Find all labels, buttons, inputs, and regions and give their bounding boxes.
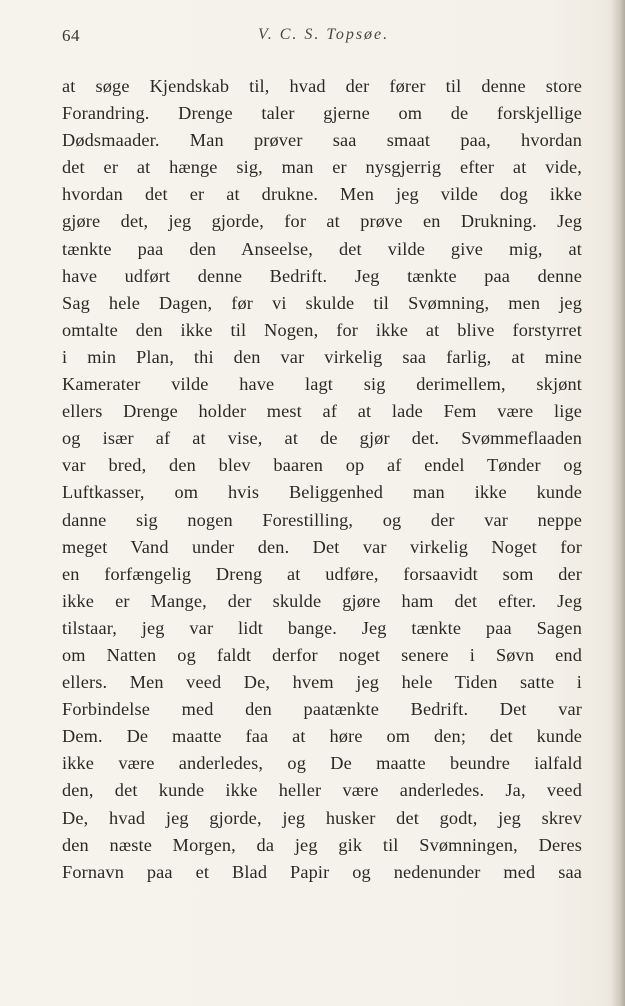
text-line: ikke være anderledes, og De maatte beundre ialfald	[62, 753, 582, 774]
running-head: V. C. S. Topsøe.	[258, 26, 390, 43]
text-line: Fornavn paa et Blad Papir og nedenunder med saa	[62, 861, 582, 882]
text-line: og især af at vise, at de gjør det. Svømmeflaaden	[62, 428, 582, 449]
text-line: meget Vand under den. Det var virkelig Noget for	[62, 536, 582, 557]
text-line: at søge Kjendskab til, hvad der fører til denne store	[62, 76, 582, 96]
text-line: have udført denne Bedrift. Jeg tænkte paa denne	[62, 265, 582, 286]
text-line: tænkte paa den Anseelse, det vilde give mig, at	[62, 238, 582, 259]
text-line: hvordan det er at drukne. Men jeg vilde dog ikke	[62, 184, 582, 205]
text-line: Kamerater vilde have lagt sig derimellem, skjønt	[62, 374, 582, 395]
text-line: Luftkasser, om hvis Beliggenhed man ikke kunde	[62, 482, 582, 503]
text-line: det er at hænge sig, man er nysgjerrig efter at vide,	[62, 157, 582, 178]
body-text	[62, 73, 582, 886]
text-line: om Natten og faldt derfor noget senere i Søvn end	[62, 644, 582, 665]
text-line: gjøre det, jeg gjorde, for at prøve en Drukning. Jeg	[62, 211, 582, 232]
text-line: ellers. Men veed De, hvem jeg hele Tiden satte i	[62, 672, 582, 693]
text-line: Forandring. Drenge taler gjerne om de forskjellige	[62, 103, 582, 124]
text-line: i min Plan, thi den var virkelig saa farlig, at mine	[62, 346, 582, 367]
text-line: tilstaar, jeg var lidt bange. Jeg tænkte paa Sagen	[62, 617, 582, 638]
page-edge-shadow	[611, 0, 625, 1006]
text-line: Dem. De maatte faa at høre om den; det kunde	[62, 726, 582, 747]
text-line: en forfængelig Dreng at udføre, forsaavidt som der	[62, 563, 582, 584]
text-line: Sag hele Dagen, før vi skulde til Svømning, men jeg	[62, 292, 582, 313]
page-header	[62, 26, 582, 50]
page-number: 64	[62, 26, 80, 45]
text-line: Forbindelse med den paatænkte Bedrift. Det var	[62, 699, 582, 720]
text-line: danne sig nogen Forestilling, og der var neppe	[62, 509, 582, 530]
text-line: den, det kunde ikke heller være anderledes. Ja, veed	[62, 780, 582, 801]
text-line: ellers Drenge holder mest af at lade Fem være lige	[62, 401, 582, 422]
text-line: den næste Morgen, da jeg gik til Svømningen, Deres	[62, 834, 582, 855]
text-line: var bred, den blev baaren op af endel Tønder og	[62, 455, 582, 476]
text-line: Dødsmaader. Man prøver saa smaat paa, hvordan	[62, 130, 582, 151]
text-line: omtalte den ikke til Nogen, for ikke at blive forstyrret	[62, 319, 582, 340]
text-line: ikke er Mange, der skulde gjøre ham det efter. Jeg	[62, 590, 582, 611]
text-line: De, hvad jeg gjorde, jeg husker det godt, jeg skrev	[62, 807, 582, 828]
